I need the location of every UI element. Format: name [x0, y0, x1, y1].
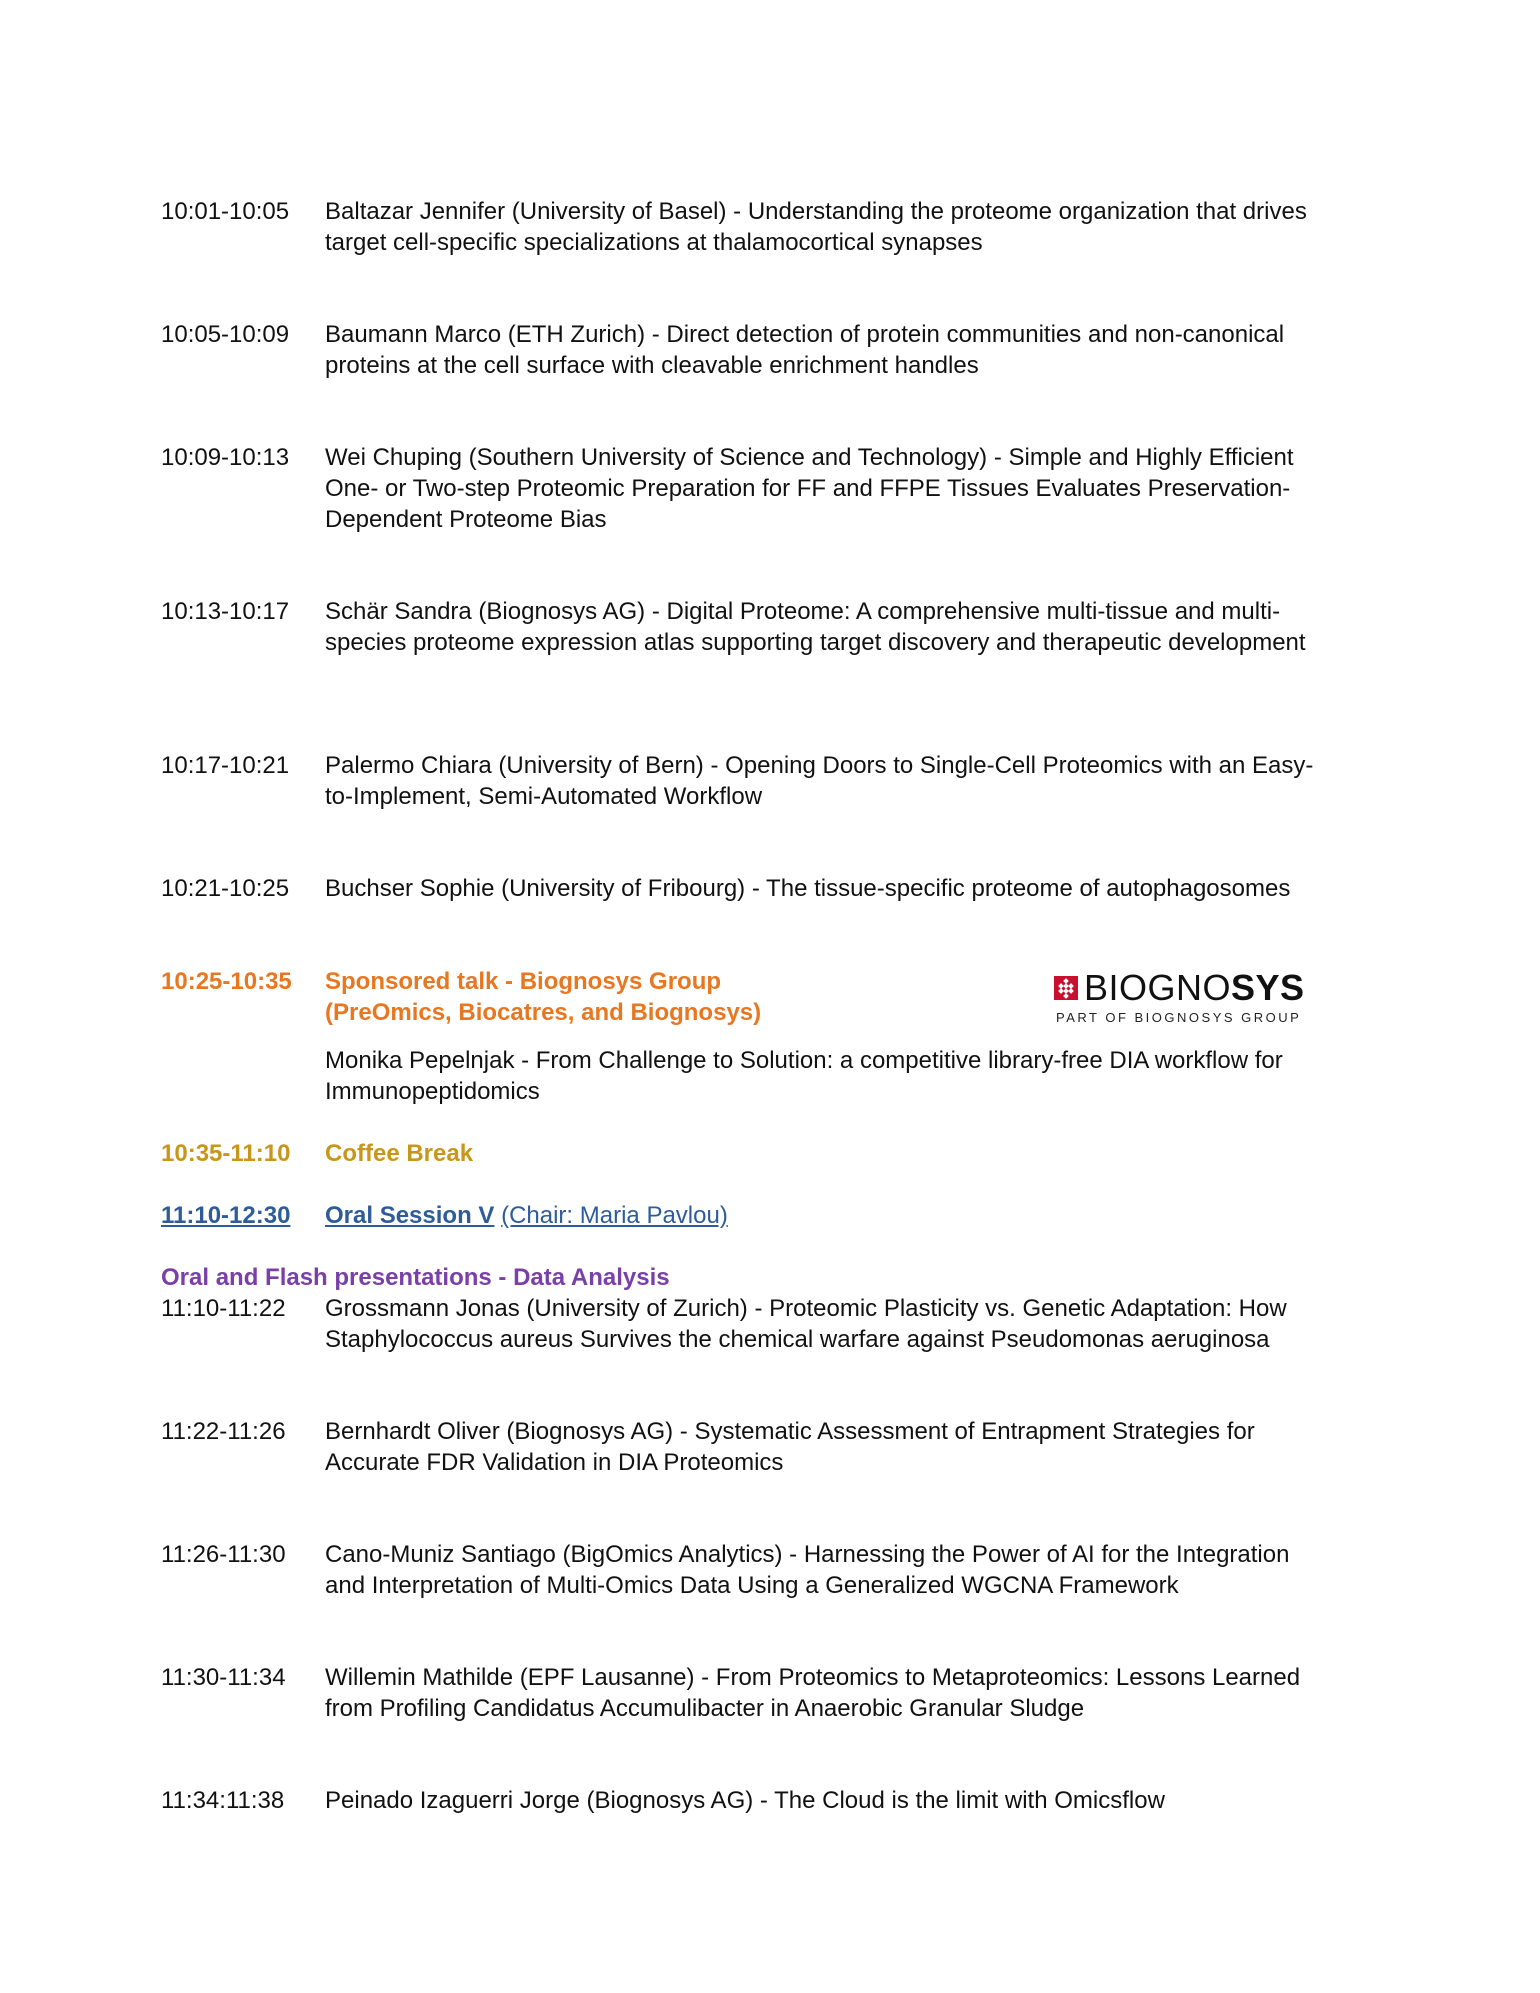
entry-time: 11:10-11:22	[161, 1295, 286, 1322]
entry-text: Schär Sandra (Biognosys AG) - Digital Proteome: A comprehensive multi-tissue and multi-species proteome expression atlas supporting target discovery and therapeutic development	[325, 598, 1306, 656]
program-entry	[161, 442, 1321, 535]
sponsored-talk-text: Monika Pepelnjak - From Challenge to Solution: a competitive library-free DIA workflow for Immunopeptidomics	[325, 1047, 1283, 1105]
entry-time: 10:17-10:21	[161, 752, 290, 779]
oral-session-entry[interactable]	[161, 1200, 1321, 1231]
program-entry	[161, 1293, 1321, 1355]
program-entry	[161, 1662, 1321, 1724]
session-title-link[interactable]	[325, 1200, 1315, 1231]
entry-text: Palermo Chiara (University of Bern) - Opening Doors to Single-Cell Proteomics with an Easy-to-Implement, Semi-Automated Workflow	[325, 752, 1314, 810]
coffee-time: 10:35-11:10	[161, 1140, 291, 1167]
session-chair[interactable]: (Chair: Maria Pavlou)	[501, 1202, 728, 1229]
entry-text: Wei Chuping (Southern University of Science and Technology) - Simple and Highly Efficient One- or Two-step Proteomic Preparation for FF and FFPE Tissues Evaluates Preservation-Dependent Proteome Bias	[325, 444, 1294, 533]
entry-time: 10:01-10:05	[161, 198, 290, 225]
biognosys-logo-wordmark: BIOGNOSYS	[1084, 967, 1305, 1008]
program-entry	[161, 1785, 1321, 1816]
program-entry	[161, 1416, 1321, 1478]
sponsored-title-line2: (PreOmics, Biocatres, and Biognosys)	[325, 999, 762, 1026]
entry-text: Peinado Izaguerri Jorge (Biognosys AG) - The Cloud is the limit with Omicsflow	[325, 1787, 1165, 1814]
program-entry	[161, 596, 1321, 658]
entry-text: Willemin Mathilde (EPF Lausanne) - From Proteomics to Metaproteomics: Lessons Learned from Profiling Candidatus Accumulibacter in Anaerobic Granular Sludge	[325, 1664, 1301, 1722]
entry-text: Bernhardt Oliver (Biognosys AG) - Systematic Assessment of Entrapment Strategies for Accurate FDR Validation in DIA Proteomics	[325, 1418, 1255, 1476]
biognosys-mark-icon	[1054, 976, 1078, 1000]
sponsored-title-line1: Sponsored talk - Biognosys Group	[325, 968, 722, 995]
entry-time: 11:22-11:26	[161, 1418, 286, 1445]
entry-text: Grossmann Jonas (University of Zurich) - Proteomic Plasticity vs. Genetic Adaptation: How Staphylococcus aureus Survives the chemical warfare against Pseudomonas aeruginosa	[325, 1295, 1287, 1353]
session-title[interactable]: Oral Session V	[325, 1202, 495, 1229]
program-entry	[161, 1539, 1321, 1601]
session-time-link[interactable]: 11:10-12:30	[161, 1202, 291, 1229]
coffee-label: Coffee Break	[325, 1140, 474, 1167]
entry-time: 11:30-11:34	[161, 1664, 286, 1691]
subsection-heading: Oral and Flash presentations - Data Analysis	[161, 1264, 670, 1291]
entry-time: 10:05-10:09	[161, 321, 290, 348]
entry-text: Baltazar Jennifer (University of Basel) - Understanding the proteome organization that drives target cell-specific specializations at thalamocortical synapses	[325, 198, 1307, 256]
program-entry	[161, 196, 1321, 258]
program-entry	[161, 873, 1321, 904]
sponsored-talk	[161, 1045, 1321, 1107]
entry-text: Baumann Marco (ETH Zurich) - Direct detection of protein communities and non-canonical proteins at the cell surface with cleavable enrichment handles	[325, 321, 1285, 379]
entry-time: 10:21-10:25	[161, 875, 290, 902]
program-entry	[161, 750, 1321, 812]
entry-text: Cano-Muniz Santiago (BigOmics Analytics) - Harnessing the Power of AI for the Integration and Interpretation of Multi-Omics Data Using a Generalized WGCNA Framework	[325, 1541, 1290, 1599]
entry-time: 10:09-10:13	[161, 444, 290, 471]
entry-text: Buchser Sophie (University of Fribourg) - The tissue-specific proteome of autophagosomes	[325, 875, 1291, 902]
program-entry	[161, 319, 1321, 381]
biognosys-logo	[1054, 967, 1305, 1030]
entry-time: 10:13-10:17	[161, 598, 290, 625]
entry-time: 11:26-11:30	[161, 1541, 286, 1568]
sponsored-time: 10:25-10:35	[161, 968, 292, 995]
entry-time: 11:34:11:38	[161, 1787, 285, 1814]
biognosys-logo-tagline: PART OF BIOGNOSYS GROUP	[1056, 1010, 1302, 1025]
coffee-break-entry	[161, 1138, 1321, 1169]
